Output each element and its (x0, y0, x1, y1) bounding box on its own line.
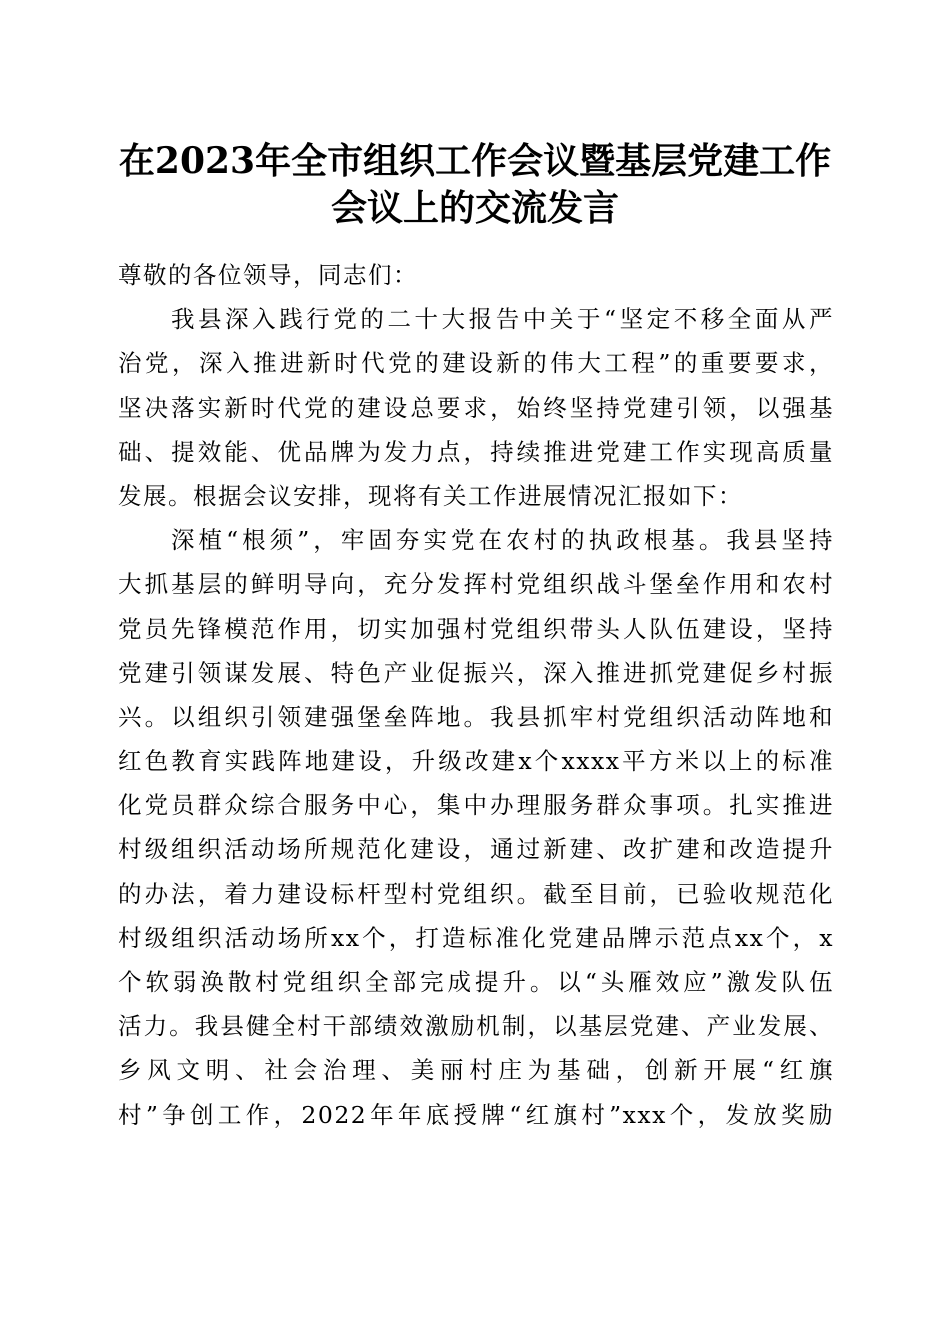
paragraph-line: 大抓基层的鲜明导向，充分发挥村党组织战斗堡垒作用和农村 (118, 570, 834, 599)
paragraph-2 (118, 518, 834, 1137)
paragraph-line: 发展。根据会议安排，现将有关工作进展情况汇报如下： (118, 481, 743, 510)
paragraph-line: 红色教育实践阵地建设，升级改建x个xxxx平方米以上的标准 (118, 747, 834, 776)
paragraph-line: 我县深入践行党的二十大报告中关于“坚定不移全面从严 (171, 305, 834, 334)
paragraph-line: 坚决落实新时代党的建设总要求，始终坚持党建引领，以强基 (118, 393, 834, 422)
title-line: 会议上的交流发言 (330, 187, 619, 229)
paragraph-line: 础、提效能、优品牌为发力点，持续推进党建工作实现高质量 (118, 437, 834, 466)
paragraph-line: 的办法，着力建设标杆型村党组织。截至目前，已验收规范化 (118, 879, 834, 908)
paragraph-line: 乡风文明、社会治理、美丽村庄为基础，创新开展“红旗 (118, 1056, 834, 1085)
salutation: 尊敬的各位领导，同志们： (118, 261, 418, 289)
document-body (118, 253, 834, 1137)
document-title (80, 138, 870, 232)
paragraph-line: 村级组织活动场所规范化建设，通过新建、改扩建和改造提升 (118, 835, 834, 864)
paragraph-1 (118, 297, 834, 518)
paragraph-line: 村级组织活动场所xx个，打造标准化党建品牌示范点xx个，x (118, 923, 834, 952)
paragraph-line: 村”争创工作，2022年年底授牌“红旗村”xxx个，发放奖励 (118, 1100, 834, 1129)
paragraph-line: 深植“根须”，牢固夯实党在农村的执政根基。我县坚持 (171, 526, 834, 555)
paragraph-line: 治党，深入推进新时代党的建设新的伟大工程”的重要要求， (118, 349, 834, 378)
paragraph-line: 个软弱涣散村党组织全部完成提升。以“头雁效应”激发队伍 (118, 968, 834, 996)
title-line: 在2023年全市组织工作会议暨基层党建工作 (118, 140, 832, 182)
paragraph-line: 化党员群众综合服务中心，集中办理服务群众事项。扎实推进 (118, 791, 834, 820)
paragraph-line: 兴。以组织引领建强堡垒阵地。我县抓牢村党组织活动阵地和 (118, 702, 834, 731)
paragraph-line: 活力。我县健全村干部绩效激励机制，以基层党建、产业发展、 (118, 1012, 834, 1041)
paragraph-line: 党员先锋模范作用，切实加强村党组织带头人队伍建设，坚持 (118, 614, 834, 643)
paragraph-line: 党建引领谋发展、特色产业促振兴，深入推进抓党建促乡村振 (118, 658, 834, 687)
